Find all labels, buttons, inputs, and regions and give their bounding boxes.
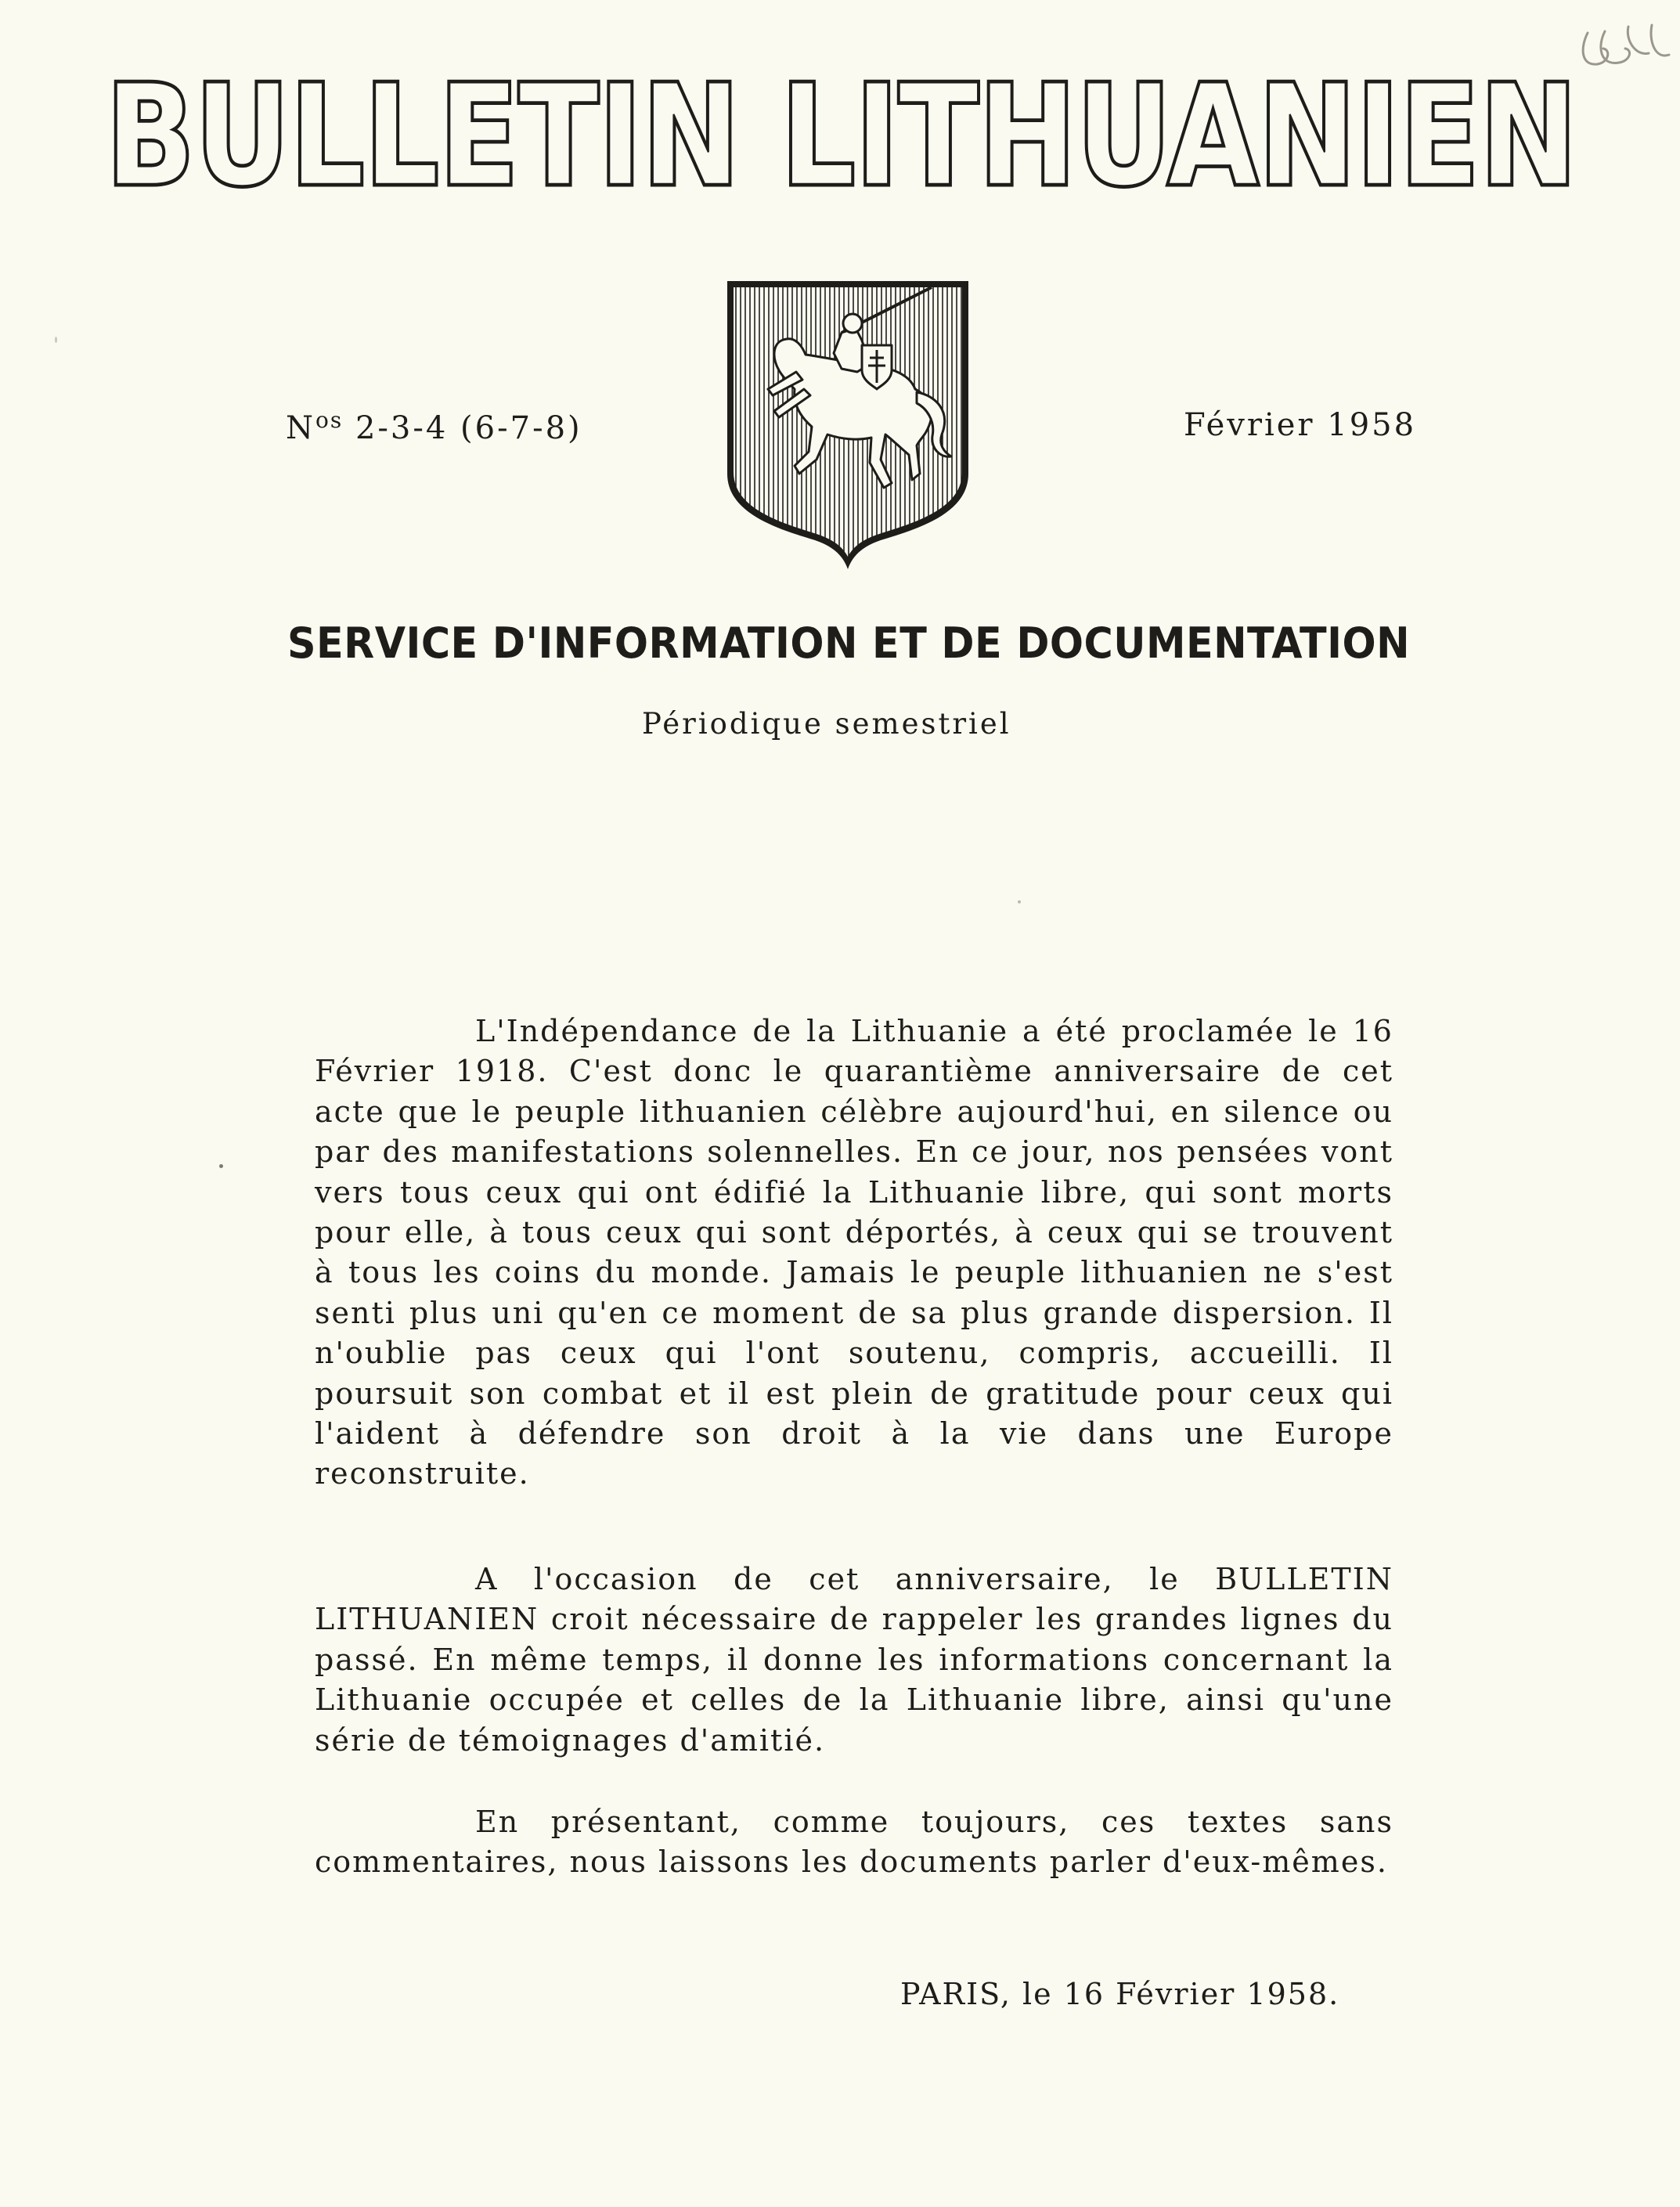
paper-speck <box>55 337 57 343</box>
issue-prefix: N <box>286 410 315 446</box>
issue-date: Février 1958 <box>1184 407 1417 443</box>
handwritten-pencil-mark <box>1574 9 1675 80</box>
issue-numbers: 2-3-4 (6-7-8) <box>355 410 582 446</box>
issue-number <box>286 407 582 446</box>
paper-speck <box>1018 900 1021 903</box>
service-title: SERVICE D'INFORMATION ET DE DOCUMENTATION <box>287 618 1411 668</box>
masthead-inner-outline: BULLETIN LITHUANIEN <box>106 74 1578 200</box>
coat-of-arms-vytis-icon <box>724 278 972 572</box>
masthead-lettering <box>106 74 1593 200</box>
issue-prefix-superscript: os <box>315 407 344 433</box>
place-date-signature: PARIS, le 16 Février 1958. <box>900 1977 1340 2011</box>
body-paragraph-1: L'Indépendance de la Lithuanie a été proclamée le 16 Février 1918. C'est donc le quarantième anniversaire de cet acte que le peuple lithuanien célèbre aujourd'hui, en silence ou par des manifestations solennelles. En ce jour, nos pensées vont vers tous ceux qui ont édifié la Lithuanie libre, qui sont morts pour elle, à tous ceux qui sont déportés, à ceux qui se trouvent à tous les coins du monde. Jamais le peuple lithuanien ne s'est senti plus uni qu'en ce moment de sa plus grande dispersion. Il n'oublie pas ceux qui l'ont soutenu, compris, accueilli. Il poursuit son combat et il est plein de gratitude pour ceux qui l'aident à défendre son droit à la vie dans une Europe reconstruite. <box>315 1014 1393 1491</box>
periodicity-subtitle: Périodique semestriel <box>642 707 1011 741</box>
body-paragraph-2: A l'occasion de cet anniversaire, le BULLETIN LITHUANIEN croit nécessaire de rappeler les grandes lignes du passé. En même temps, il donne les informations concernant la Lithuanie occupée et celles de la Lithuanie libre, ainsi qu'une série de témoignages d'amitié. <box>315 1562 1393 1758</box>
masthead-text: BULLETIN LITHUANIEN <box>106 74 1578 200</box>
masthead-title <box>106 74 1593 200</box>
paper-speck <box>219 1164 223 1168</box>
body-paragraph-3: En présentant, comme toujours, ces textes sans commentaires, nous laissons les documents parler d'eux-mêmes. <box>315 1805 1393 1880</box>
